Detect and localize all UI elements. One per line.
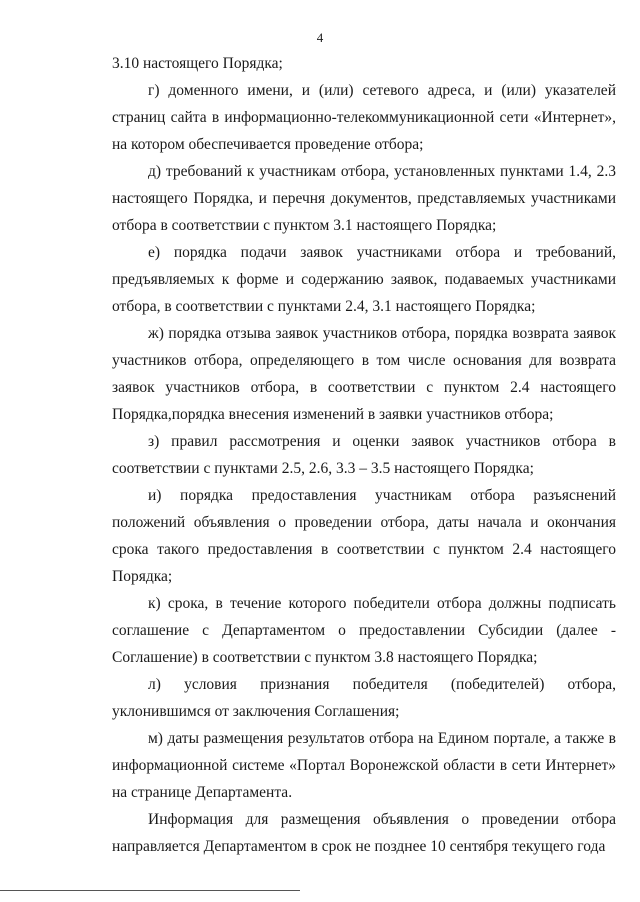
paragraph-item-e: е) порядка подачи заявок участниками отбора и требований, предъявляемых к форме и содержанию заявок, подаваемых участниками отбора, в соответствии с пунктами 2.4, 3.1 настоящего Порядка;: [112, 244, 616, 315]
paragraph-item-zh: ж) порядка отзыва заявок участников отбора, порядка возврата заявок участников отбора, определяющего в том числе основания для возврата заявок участников отбора, в соответствии с пунктом 2.4 настоящего Порядка,порядка внесения изменений в заявки участников отбора;: [112, 325, 616, 423]
document-body: [112, 50, 616, 860]
paragraph-item-i: и) порядка предоставления участникам отбора разъяснений положений объявления о проведении отбора, даты начала и окончания срока такого предоставления в соответствии с пунктом 2.4 настоящего Порядка;: [112, 487, 616, 585]
paragraph-item-d: д) требований к участникам отбора, установленных пунктами 1.4, 2.3 настоящего Порядка, и перечня документов, представляемых участниками отбора в соответствии с пунктом 3.1 настоящего Порядка;: [112, 163, 616, 234]
paragraph-item-l: л) условия признания победителя (победителей) отбора, уклонившимся от заключения Соглашения;: [112, 676, 616, 720]
paragraph-item-z: з) правил рассмотрения и оценки заявок участников отбора в соответствии с пунктами 2.5, 2.6, 3.3 – 3.5 настоящего Порядка;: [112, 433, 616, 477]
paragraph-item-g: г) доменного имени, и (или) сетевого адреса, и (или) указателей страниц сайта в информационно-телекоммуникационной сети «Интернет», на котором обеспечивается проведение отбора;: [112, 82, 616, 153]
paragraph-item-k: к) срока, в течение которого победители отбора должны подписать соглашение с Департаментом о предоставлении Субсидии (далее - Соглашение) в соответствии с пунктом 3.8 настоящего Порядка;: [112, 595, 616, 666]
paragraph-item-m: м) даты размещения результатов отбора на Едином портале, а также в информационной системе «Портал Воронежской области в сети Интернет» на странице Департамента.: [112, 730, 616, 801]
paragraph-continuation: 3.10 настоящего Порядка;: [112, 55, 283, 72]
paragraph-information: Информация для размещения объявления о проведении отбора направляется Департаментом в срок не позднее 10 сентября текущего года: [112, 811, 616, 855]
page-number: 4: [316, 30, 324, 45]
footer-divider: [0, 890, 300, 891]
